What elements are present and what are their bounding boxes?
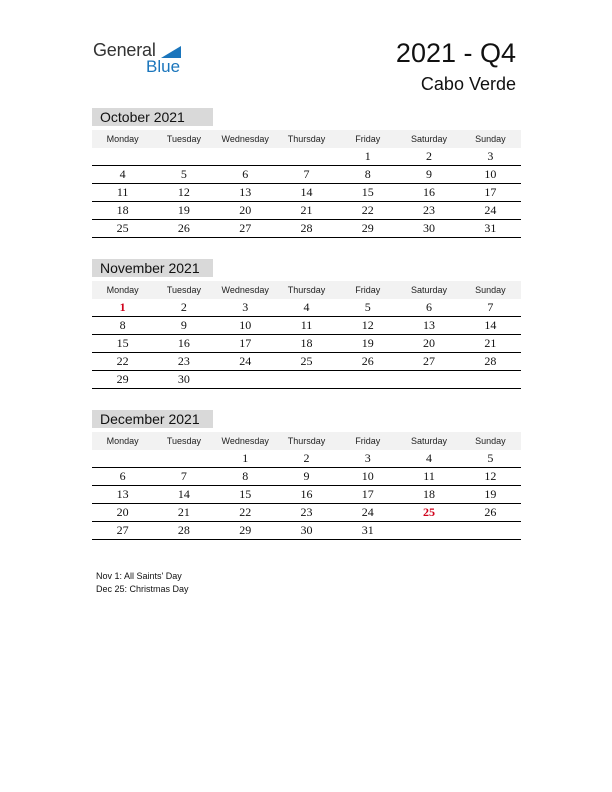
day-cell: 28 [300, 221, 313, 235]
week-row [92, 335, 521, 353]
day-cell: 9 [180, 318, 187, 332]
empty-day-cell [92, 450, 153, 467]
day-cell: 14 [177, 487, 190, 501]
weekday-label: Monday [106, 436, 139, 446]
weekday-label: Monday [106, 134, 139, 144]
holiday-note: Nov 1: All Saints' Day [96, 571, 182, 581]
week-row [92, 353, 521, 371]
day-cell: 20 [116, 505, 129, 519]
week-row [92, 486, 521, 504]
day-cell: 8 [364, 167, 371, 181]
weekday-label: Saturday [411, 285, 448, 295]
day-cell: 10 [239, 318, 252, 332]
weekday-label: Thursday [287, 285, 326, 295]
day-cell: 8 [119, 318, 126, 332]
day-cell: 6 [426, 300, 433, 314]
weekday-header-row [92, 130, 521, 148]
day-cell: 7 [303, 167, 310, 181]
day-cell: 3 [242, 300, 249, 314]
month-calendar [92, 108, 521, 238]
week-row [92, 504, 521, 522]
weekday-label: Sunday [475, 436, 506, 446]
weekday-label: Tuesday [166, 285, 202, 295]
month-title: November 2021 [92, 259, 213, 277]
week-row [92, 371, 521, 389]
day-cell: 19 [177, 203, 190, 217]
day-cell: 17 [239, 336, 252, 350]
week-row [92, 468, 521, 486]
day-cell: 17 [361, 487, 374, 501]
day-cell: 2 [180, 300, 187, 314]
day-cell: 24 [239, 354, 252, 368]
weekday-header-row [92, 281, 521, 299]
day-cell: 12 [361, 318, 374, 332]
day-cell: 15 [361, 185, 374, 199]
weekday-label: Saturday [411, 436, 448, 446]
empty-day-cell [276, 148, 337, 165]
weekday-label: Thursday [287, 436, 326, 446]
week-row [92, 317, 521, 335]
day-cell: 26 [361, 354, 374, 368]
weekday-label: Tuesday [166, 436, 202, 446]
day-cell: 23 [300, 505, 313, 519]
day-cell: 23 [423, 203, 436, 217]
empty-day-cell [276, 371, 337, 388]
day-cell: 8 [242, 469, 249, 483]
day-cell: 18 [300, 336, 313, 350]
holiday-note: Dec 25: Christmas Day [96, 584, 189, 594]
week-row [92, 148, 521, 166]
week-row [92, 184, 521, 202]
day-cell: 4 [426, 451, 433, 465]
day-cell: 5 [364, 300, 371, 314]
day-cell: 12 [484, 469, 497, 483]
weekday-label: Friday [355, 436, 381, 446]
day-cell: 31 [484, 221, 497, 235]
weekday-label: Sunday [475, 285, 506, 295]
month-calendar [92, 259, 521, 389]
day-cell: 25 [300, 354, 313, 368]
day-cell: 14 [300, 185, 313, 199]
week-row [92, 202, 521, 220]
month-title: December 2021 [92, 410, 213, 428]
day-cell: 6 [242, 167, 249, 181]
day-cell: 27 [116, 523, 129, 537]
day-cell: 6 [119, 469, 126, 483]
day-cell: 21 [484, 336, 497, 350]
day-cell: 1 [119, 300, 126, 314]
empty-day-cell [153, 450, 214, 467]
empty-day-cell [153, 148, 214, 165]
empty-day-cell [398, 522, 459, 539]
weekday-header-row [92, 432, 521, 450]
day-cell: 11 [116, 185, 129, 199]
month-title: October 2021 [92, 108, 213, 126]
day-cell: 23 [177, 354, 190, 368]
weekday-label: Thursday [287, 134, 326, 144]
empty-day-cell [460, 522, 521, 539]
day-cell: 29 [116, 372, 129, 386]
day-cell: 16 [300, 487, 313, 501]
day-cell: 15 [116, 336, 129, 350]
day-cell: 9 [303, 469, 310, 483]
day-cell: 22 [239, 505, 252, 519]
weekday-label: Saturday [411, 134, 448, 144]
day-cell: 7 [487, 300, 494, 314]
day-cell: 19 [484, 487, 497, 501]
day-cell: 21 [300, 203, 313, 217]
empty-day-cell [398, 371, 459, 388]
day-cell: 10 [484, 167, 497, 181]
week-row [92, 299, 521, 317]
day-cell: 28 [177, 523, 190, 537]
day-cell: 13 [423, 318, 436, 332]
day-cell: 13 [116, 487, 129, 501]
day-cell: 22 [361, 203, 374, 217]
day-cell: 1 [242, 451, 249, 465]
day-cell: 18 [423, 487, 436, 501]
day-cell: 30 [300, 523, 313, 537]
day-cell: 24 [361, 505, 374, 519]
weekday-label: Sunday [475, 134, 506, 144]
day-cell: 24 [484, 203, 497, 217]
day-cell: 29 [361, 221, 374, 235]
week-row [92, 220, 521, 238]
month-calendar [92, 410, 521, 540]
day-cell: 13 [239, 185, 252, 199]
day-cell: 15 [239, 487, 252, 501]
day-cell: 26 [177, 221, 190, 235]
weekday-label: Wednesday [221, 285, 269, 295]
empty-day-cell [215, 148, 276, 165]
day-cell: 4 [119, 167, 126, 181]
day-cell: 3 [364, 451, 371, 465]
weekday-label: Friday [355, 285, 381, 295]
weekday-label: Monday [106, 285, 139, 295]
day-cell: 16 [423, 185, 436, 199]
country-name: Cabo Verde [420, 74, 516, 94]
day-cell: 12 [177, 185, 190, 199]
week-row [92, 450, 521, 468]
day-cell: 26 [484, 505, 497, 519]
day-cell: 2 [426, 149, 433, 163]
day-cell: 19 [361, 336, 374, 350]
day-cell: 1 [364, 149, 371, 163]
day-cell: 5 [487, 451, 494, 465]
day-cell: 27 [239, 221, 252, 235]
day-cell: 9 [426, 167, 433, 181]
weekday-label: Friday [355, 134, 381, 144]
day-cell: 10 [361, 469, 374, 483]
weekday-label: Wednesday [221, 436, 269, 446]
day-cell: 7 [180, 469, 187, 483]
day-cell: 31 [361, 523, 374, 537]
day-cell: 17 [484, 185, 497, 199]
logo-word-general: General [93, 40, 156, 60]
weekday-label: Tuesday [166, 134, 202, 144]
generalblue-logo [93, 40, 193, 80]
empty-day-cell [337, 371, 398, 388]
empty-day-cell [215, 371, 276, 388]
empty-day-cell [92, 148, 153, 165]
day-cell: 3 [487, 149, 494, 163]
week-row [92, 166, 521, 184]
day-cell: 18 [116, 203, 129, 217]
day-cell: 30 [177, 372, 190, 386]
day-cell: 14 [484, 318, 497, 332]
week-row [92, 522, 521, 540]
day-cell: 27 [423, 354, 436, 368]
empty-day-cell [460, 371, 521, 388]
day-cell: 20 [239, 203, 252, 217]
day-cell: 21 [177, 505, 190, 519]
day-cell: 29 [239, 523, 252, 537]
day-cell: 22 [116, 354, 129, 368]
day-cell: 28 [484, 354, 497, 368]
day-cell: 11 [300, 318, 313, 332]
day-cell: 25 [423, 505, 436, 519]
day-cell: 16 [177, 336, 190, 350]
day-cell: 25 [116, 221, 129, 235]
holiday-notes [96, 570, 189, 596]
day-cell: 5 [180, 167, 187, 181]
logo-word-blue: Blue [146, 57, 181, 76]
day-cell: 11 [423, 469, 435, 483]
day-cell: 30 [423, 221, 436, 235]
day-cell: 20 [423, 336, 436, 350]
weekday-label: Wednesday [221, 134, 269, 144]
page-title: 2021 - Q4 [395, 38, 516, 68]
day-cell: 4 [303, 300, 310, 314]
day-cell: 2 [303, 451, 310, 465]
